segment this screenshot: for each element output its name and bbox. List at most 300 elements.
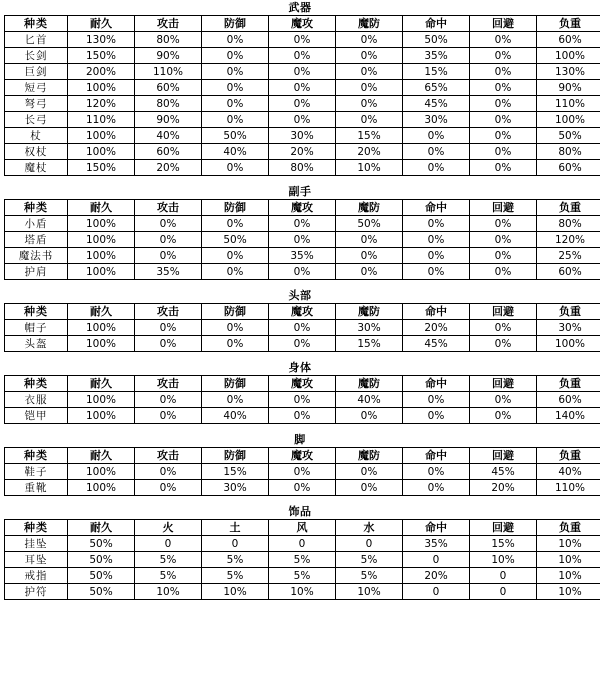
row-label: 弩弓: [5, 96, 68, 112]
cell-value: 0%: [470, 336, 537, 352]
cell-value: 0%: [135, 336, 202, 352]
cell-value: 65%: [403, 80, 470, 96]
cell-value: 15%: [403, 64, 470, 80]
column-header: 攻击: [135, 376, 202, 392]
cell-value: 0%: [470, 264, 537, 280]
cell-value: 5%: [202, 552, 269, 568]
cell-value: 0%: [135, 216, 202, 232]
cell-value: 10%: [336, 160, 403, 176]
cell-value: 45%: [470, 464, 537, 480]
column-header: 命中: [403, 200, 470, 216]
table-header-row: [5, 200, 600, 216]
table-row: [5, 216, 600, 232]
column-header: 水: [336, 520, 403, 536]
cell-value: 100%: [68, 80, 135, 96]
column-header: 耐久: [68, 520, 135, 536]
column-header: 魔防: [336, 304, 403, 320]
row-label: 长弓: [5, 112, 68, 128]
cell-value: 100%: [68, 248, 135, 264]
cell-value: 0%: [269, 32, 336, 48]
cell-value: 0%: [269, 80, 336, 96]
cell-value: 0%: [403, 144, 470, 160]
cell-value: 0%: [336, 96, 403, 112]
column-header: 回避: [470, 448, 537, 464]
cell-value: 0%: [470, 112, 537, 128]
column-header: 攻击: [135, 200, 202, 216]
cell-value: 0%: [269, 480, 336, 496]
cell-value: 0%: [269, 408, 336, 424]
cell-value: 0%: [202, 112, 269, 128]
cell-value: 0%: [135, 232, 202, 248]
cell-value: 0: [403, 552, 470, 568]
cell-value: 50%: [68, 568, 135, 584]
table-header-row: [5, 448, 600, 464]
table-row: [5, 392, 600, 408]
table-row: [5, 248, 600, 264]
cell-value: 0%: [135, 480, 202, 496]
cell-value: 80%: [269, 160, 336, 176]
row-label: 匕首: [5, 32, 68, 48]
cell-value: 0%: [135, 248, 202, 264]
cell-value: 0%: [470, 392, 537, 408]
table-row: [5, 480, 600, 496]
cell-value: 0%: [403, 128, 470, 144]
cell-value: 60%: [135, 144, 202, 160]
cell-value: 20%: [135, 160, 202, 176]
cell-value: 130%: [68, 32, 135, 48]
row-label: 戒指: [5, 568, 68, 584]
cell-value: 20%: [403, 320, 470, 336]
cell-value: 100%: [68, 408, 135, 424]
cell-value: 0%: [336, 264, 403, 280]
column-header: 魔防: [336, 448, 403, 464]
cell-value: 50%: [202, 232, 269, 248]
cell-value: 40%: [202, 144, 269, 160]
cell-value: 20%: [269, 144, 336, 160]
stats-table: [4, 303, 600, 352]
table-row: [5, 408, 600, 424]
cell-value: 0%: [336, 464, 403, 480]
cell-value: 0: [470, 584, 537, 600]
row-label: 挂坠: [5, 536, 68, 552]
column-header: 负重: [537, 304, 600, 320]
column-header: 种类: [5, 376, 68, 392]
table-row: [5, 568, 600, 584]
column-header: 魔防: [336, 16, 403, 32]
cell-value: 80%: [135, 32, 202, 48]
cell-value: 0%: [269, 392, 336, 408]
cell-value: 15%: [470, 536, 537, 552]
column-header: 魔攻: [269, 200, 336, 216]
table-row: [5, 48, 600, 64]
cell-value: 0%: [269, 464, 336, 480]
cell-value: 0%: [403, 480, 470, 496]
cell-value: 10%: [269, 584, 336, 600]
cell-value: 0%: [202, 64, 269, 80]
cell-value: 10%: [202, 584, 269, 600]
cell-value: 0%: [336, 80, 403, 96]
column-header: 负重: [537, 448, 600, 464]
row-label: 鞋子: [5, 464, 68, 480]
cell-value: 80%: [135, 96, 202, 112]
column-header: 土: [202, 520, 269, 536]
row-label: 魔杖: [5, 160, 68, 176]
cell-value: 40%: [135, 128, 202, 144]
cell-value: 100%: [68, 232, 135, 248]
cell-value: 0%: [336, 48, 403, 64]
cell-value: 0: [403, 584, 470, 600]
table-header-row: [5, 376, 600, 392]
cell-value: 0%: [403, 392, 470, 408]
section-title: 武器: [288, 1, 312, 14]
table-row: [5, 336, 600, 352]
cell-value: 0%: [403, 232, 470, 248]
cell-value: 0%: [403, 264, 470, 280]
cell-value: 0%: [202, 160, 269, 176]
stats-table: [4, 199, 600, 280]
cell-value: 0%: [336, 232, 403, 248]
cell-value: 60%: [537, 264, 600, 280]
stats-table: [4, 519, 600, 600]
table-row: [5, 160, 600, 176]
cell-value: 40%: [202, 408, 269, 424]
column-header: 防御: [202, 448, 269, 464]
cell-value: 90%: [537, 80, 600, 96]
cell-value: 0%: [470, 32, 537, 48]
table-header-row: [5, 304, 600, 320]
column-header: 火: [135, 520, 202, 536]
section-title: 脚: [294, 433, 306, 446]
table-row: [5, 232, 600, 248]
cell-value: 0%: [269, 216, 336, 232]
cell-value: 0: [470, 568, 537, 584]
cell-value: 45%: [403, 336, 470, 352]
cell-value: 10%: [537, 568, 600, 584]
column-header: 耐久: [68, 448, 135, 464]
cell-value: 40%: [336, 392, 403, 408]
cell-value: 100%: [68, 392, 135, 408]
column-header: 耐久: [68, 200, 135, 216]
table-header-row: [5, 520, 600, 536]
table-row: [5, 264, 600, 280]
cell-value: 45%: [403, 96, 470, 112]
cell-value: 200%: [68, 64, 135, 80]
table-row: [5, 584, 600, 600]
cell-value: 30%: [537, 320, 600, 336]
cell-value: 150%: [68, 160, 135, 176]
cell-value: 35%: [135, 264, 202, 280]
cell-value: 35%: [403, 536, 470, 552]
cell-value: 5%: [135, 552, 202, 568]
cell-value: 110%: [135, 64, 202, 80]
column-header: 种类: [5, 16, 68, 32]
table-header-row: [5, 16, 600, 32]
cell-value: 0%: [269, 112, 336, 128]
cell-value: 5%: [269, 568, 336, 584]
cell-value: 100%: [68, 480, 135, 496]
cell-value: 0%: [336, 112, 403, 128]
table-row: [5, 64, 600, 80]
cell-value: 10%: [336, 584, 403, 600]
cell-value: 0%: [470, 144, 537, 160]
table-row: [5, 112, 600, 128]
cell-value: 50%: [68, 536, 135, 552]
section-4: [0, 432, 600, 496]
column-header: 魔防: [336, 376, 403, 392]
cell-value: 0%: [202, 392, 269, 408]
cell-value: 10%: [537, 552, 600, 568]
column-header: 回避: [470, 304, 537, 320]
cell-value: 0%: [202, 80, 269, 96]
cell-value: 0%: [269, 96, 336, 112]
section-2: [0, 288, 600, 352]
cell-value: 0%: [403, 408, 470, 424]
row-label: 头盔: [5, 336, 68, 352]
stats-table: [4, 447, 600, 496]
cell-value: 10%: [537, 584, 600, 600]
column-header: 攻击: [135, 304, 202, 320]
column-header: 回避: [470, 16, 537, 32]
row-label: 小盾: [5, 216, 68, 232]
cell-value: 50%: [68, 552, 135, 568]
cell-value: 0%: [336, 248, 403, 264]
cell-value: 60%: [537, 392, 600, 408]
cell-value: 140%: [537, 408, 600, 424]
column-header: 风: [269, 520, 336, 536]
cell-value: 120%: [68, 96, 135, 112]
row-label: 魔法书: [5, 248, 68, 264]
cell-value: 0%: [202, 336, 269, 352]
cell-value: 90%: [135, 48, 202, 64]
cell-value: 50%: [537, 128, 600, 144]
column-header: 负重: [537, 520, 600, 536]
column-header: 魔防: [336, 200, 403, 216]
column-header: 回避: [470, 200, 537, 216]
cell-value: 100%: [68, 336, 135, 352]
column-header: 魔攻: [269, 16, 336, 32]
cell-value: 5%: [202, 568, 269, 584]
column-header: 命中: [403, 16, 470, 32]
column-header: 耐久: [68, 16, 135, 32]
cell-value: 35%: [403, 48, 470, 64]
cell-value: 15%: [336, 336, 403, 352]
column-header: 魔攻: [269, 304, 336, 320]
cell-value: 80%: [537, 216, 600, 232]
cell-value: 0%: [202, 48, 269, 64]
cell-value: 0%: [269, 264, 336, 280]
cell-value: 100%: [537, 336, 600, 352]
cell-value: 0%: [336, 64, 403, 80]
cell-value: 0%: [135, 320, 202, 336]
cell-value: 90%: [135, 112, 202, 128]
cell-value: 0%: [470, 80, 537, 96]
row-label: 重靴: [5, 480, 68, 496]
column-header: 防御: [202, 376, 269, 392]
cell-value: 0%: [470, 408, 537, 424]
cell-value: 30%: [336, 320, 403, 336]
column-header: 种类: [5, 200, 68, 216]
table-row: [5, 536, 600, 552]
cell-value: 5%: [336, 568, 403, 584]
section-title: 身体: [288, 361, 312, 374]
cell-value: 100%: [537, 112, 600, 128]
cell-value: 0%: [336, 32, 403, 48]
cell-value: 0%: [135, 408, 202, 424]
table-row: [5, 128, 600, 144]
cell-value: 30%: [269, 128, 336, 144]
column-header: 命中: [403, 520, 470, 536]
cell-value: 10%: [470, 552, 537, 568]
cell-value: 100%: [68, 216, 135, 232]
cell-value: 20%: [470, 480, 537, 496]
cell-value: 50%: [403, 32, 470, 48]
cell-value: 0%: [470, 48, 537, 64]
column-header: 命中: [403, 304, 470, 320]
cell-value: 50%: [336, 216, 403, 232]
table-row: [5, 80, 600, 96]
cell-value: 60%: [537, 160, 600, 176]
cell-value: 0%: [470, 248, 537, 264]
column-header: 防御: [202, 200, 269, 216]
stats-table: [4, 15, 600, 176]
column-header: 防御: [202, 304, 269, 320]
cell-value: 110%: [68, 112, 135, 128]
section-5: [0, 504, 600, 600]
cell-value: 110%: [537, 96, 600, 112]
cell-value: 40%: [537, 464, 600, 480]
row-label: 耳坠: [5, 552, 68, 568]
row-label: 衣服: [5, 392, 68, 408]
cell-value: 100%: [537, 48, 600, 64]
cell-value: 0%: [202, 264, 269, 280]
column-header: 耐久: [68, 376, 135, 392]
cell-value: 5%: [135, 568, 202, 584]
row-label: 长剑: [5, 48, 68, 64]
cell-value: 20%: [336, 144, 403, 160]
cell-value: 0%: [269, 232, 336, 248]
cell-value: 30%: [403, 112, 470, 128]
section-title: 头部: [288, 289, 312, 302]
cell-value: 0%: [202, 96, 269, 112]
table-row: [5, 464, 600, 480]
cell-value: 0%: [202, 248, 269, 264]
cell-value: 0%: [470, 128, 537, 144]
cell-value: 50%: [202, 128, 269, 144]
cell-value: 0%: [470, 320, 537, 336]
cell-value: 0: [336, 536, 403, 552]
column-header: 回避: [470, 520, 537, 536]
cell-value: 10%: [135, 584, 202, 600]
cell-value: 0%: [202, 32, 269, 48]
column-header: 防御: [202, 16, 269, 32]
cell-value: 60%: [135, 80, 202, 96]
cell-value: 0%: [135, 464, 202, 480]
cell-value: 20%: [403, 568, 470, 584]
row-label: 铠甲: [5, 408, 68, 424]
row-label: 护肩: [5, 264, 68, 280]
table-row: [5, 32, 600, 48]
column-header: 耐久: [68, 304, 135, 320]
cell-value: 110%: [537, 480, 600, 496]
column-header: 回避: [470, 376, 537, 392]
cell-value: 60%: [537, 32, 600, 48]
cell-value: 0: [202, 536, 269, 552]
row-label: 帽子: [5, 320, 68, 336]
column-header: 种类: [5, 520, 68, 536]
cell-value: 0%: [336, 408, 403, 424]
column-header: 负重: [537, 376, 600, 392]
column-header: 种类: [5, 448, 68, 464]
table-row: [5, 144, 600, 160]
column-header: 命中: [403, 376, 470, 392]
cell-value: 0%: [269, 64, 336, 80]
section-3: [0, 360, 600, 424]
cell-value: 0%: [269, 320, 336, 336]
column-header: 命中: [403, 448, 470, 464]
cell-value: 0: [269, 536, 336, 552]
table-row: [5, 320, 600, 336]
row-label: 塔盾: [5, 232, 68, 248]
column-header: 种类: [5, 304, 68, 320]
cell-value: 100%: [68, 320, 135, 336]
column-header: 负重: [537, 16, 600, 32]
column-header: 魔攻: [269, 376, 336, 392]
cell-value: 0%: [403, 160, 470, 176]
row-label: 护符: [5, 584, 68, 600]
cell-value: 120%: [537, 232, 600, 248]
column-header: 攻击: [135, 16, 202, 32]
row-label: 巨剑: [5, 64, 68, 80]
table-row: [5, 552, 600, 568]
cell-value: 50%: [68, 584, 135, 600]
column-header: 负重: [537, 200, 600, 216]
cell-value: 100%: [68, 144, 135, 160]
cell-value: 130%: [537, 64, 600, 80]
row-label: 杖: [5, 128, 68, 144]
cell-value: 0%: [403, 248, 470, 264]
cell-value: 5%: [269, 552, 336, 568]
cell-value: 0%: [269, 336, 336, 352]
section-title: 饰品: [288, 505, 312, 518]
cell-value: 0%: [202, 216, 269, 232]
cell-value: 0: [135, 536, 202, 552]
cell-value: 0%: [470, 96, 537, 112]
section-1: [0, 184, 600, 280]
cell-value: 30%: [202, 480, 269, 496]
cell-value: 80%: [537, 144, 600, 160]
section-title: 副手: [288, 185, 312, 198]
column-header: 攻击: [135, 448, 202, 464]
table-row: [5, 96, 600, 112]
cell-value: 35%: [269, 248, 336, 264]
row-label: 短弓: [5, 80, 68, 96]
section-0: [0, 0, 600, 176]
row-label: 权杖: [5, 144, 68, 160]
cell-value: 100%: [68, 264, 135, 280]
cell-value: 0%: [336, 480, 403, 496]
cell-value: 0%: [403, 216, 470, 232]
cell-value: 0%: [135, 392, 202, 408]
cell-value: 0%: [470, 216, 537, 232]
cell-value: 5%: [336, 552, 403, 568]
cell-value: 0%: [470, 232, 537, 248]
cell-value: 0%: [202, 320, 269, 336]
stats-table: [4, 375, 600, 424]
cell-value: 10%: [537, 536, 600, 552]
cell-value: 100%: [68, 128, 135, 144]
cell-value: 15%: [336, 128, 403, 144]
cell-value: 25%: [537, 248, 600, 264]
